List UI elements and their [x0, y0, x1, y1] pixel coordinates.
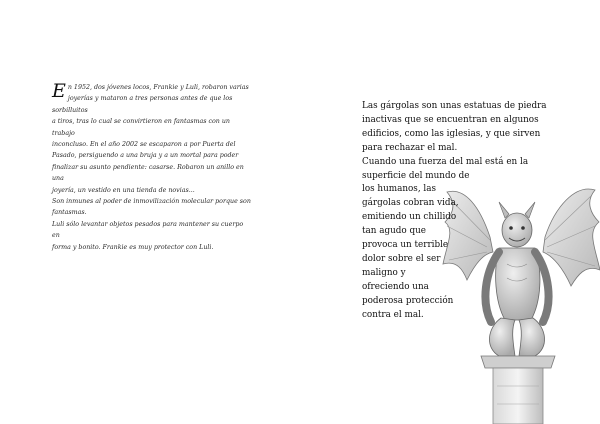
story-line: joyerías y mataron a tres personas antes de que los sorbilluitos: [52, 95, 233, 114]
drop-cap: E: [52, 80, 66, 102]
description-line: gárgolas cobran vida,: [362, 198, 459, 209]
story-line: a tiros, tras lo cual se convirtieron en fantasmas con un trabajo: [52, 118, 230, 137]
description-line: inactivas que se encuentran en algunos: [362, 114, 539, 125]
description-line: ofreciendo una: [362, 281, 429, 292]
gargoyle-description: [362, 100, 567, 323]
story-line: forma y bonito. Frankie es muy protector con Luli.: [52, 243, 214, 251]
story-line: Luli sólo levantar objetos pesados para mantener su cuerpo en: [52, 220, 244, 240]
description-line: Cuando una fuerza del mal está en la: [362, 156, 529, 167]
description-line: edificios, como las iglesias, y que sirven: [362, 128, 541, 139]
story-line: Son inmunes al poder de inmovilización molecular porque son: [52, 198, 251, 206]
story-line: joyería, un vestido en una tienda de novias...: [52, 186, 195, 194]
description-line: dolor sobre el ser: [362, 253, 441, 264]
description-line: superficie del mundo de: [362, 170, 470, 181]
description-line: poderosa protección: [362, 295, 454, 306]
right-page: [300, 0, 600, 424]
description-line: contra el mal.: [362, 309, 424, 320]
story-line: inconcluso. En el año 2002 se escaparon a por Puerta del: [52, 141, 236, 149]
description-line: provoca un terrible: [362, 240, 449, 251]
description-line: Las gárgolas son unas estatuas de piedra: [362, 101, 547, 111]
story-paragraph: [52, 82, 252, 253]
description-line: maligno y: [362, 267, 406, 278]
story-line: fantasmas.: [52, 209, 87, 217]
story-line: n 1952, dos jóvenes locos, Frankie y Luli, robaron varias: [67, 84, 249, 91]
description-line: para rechazar el mal.: [362, 142, 458, 153]
description-line: emitiendo un chillido: [362, 212, 457, 223]
story-line: finalizar su asunto pendiente: casarse. Robaron un anillo en una: [52, 163, 244, 183]
description-line: los humanos, las: [362, 184, 436, 195]
description-line: tan agudo que: [362, 226, 427, 237]
story-line: Pasado, persiguendo a una bruja y a un mortal para poder: [52, 152, 239, 160]
